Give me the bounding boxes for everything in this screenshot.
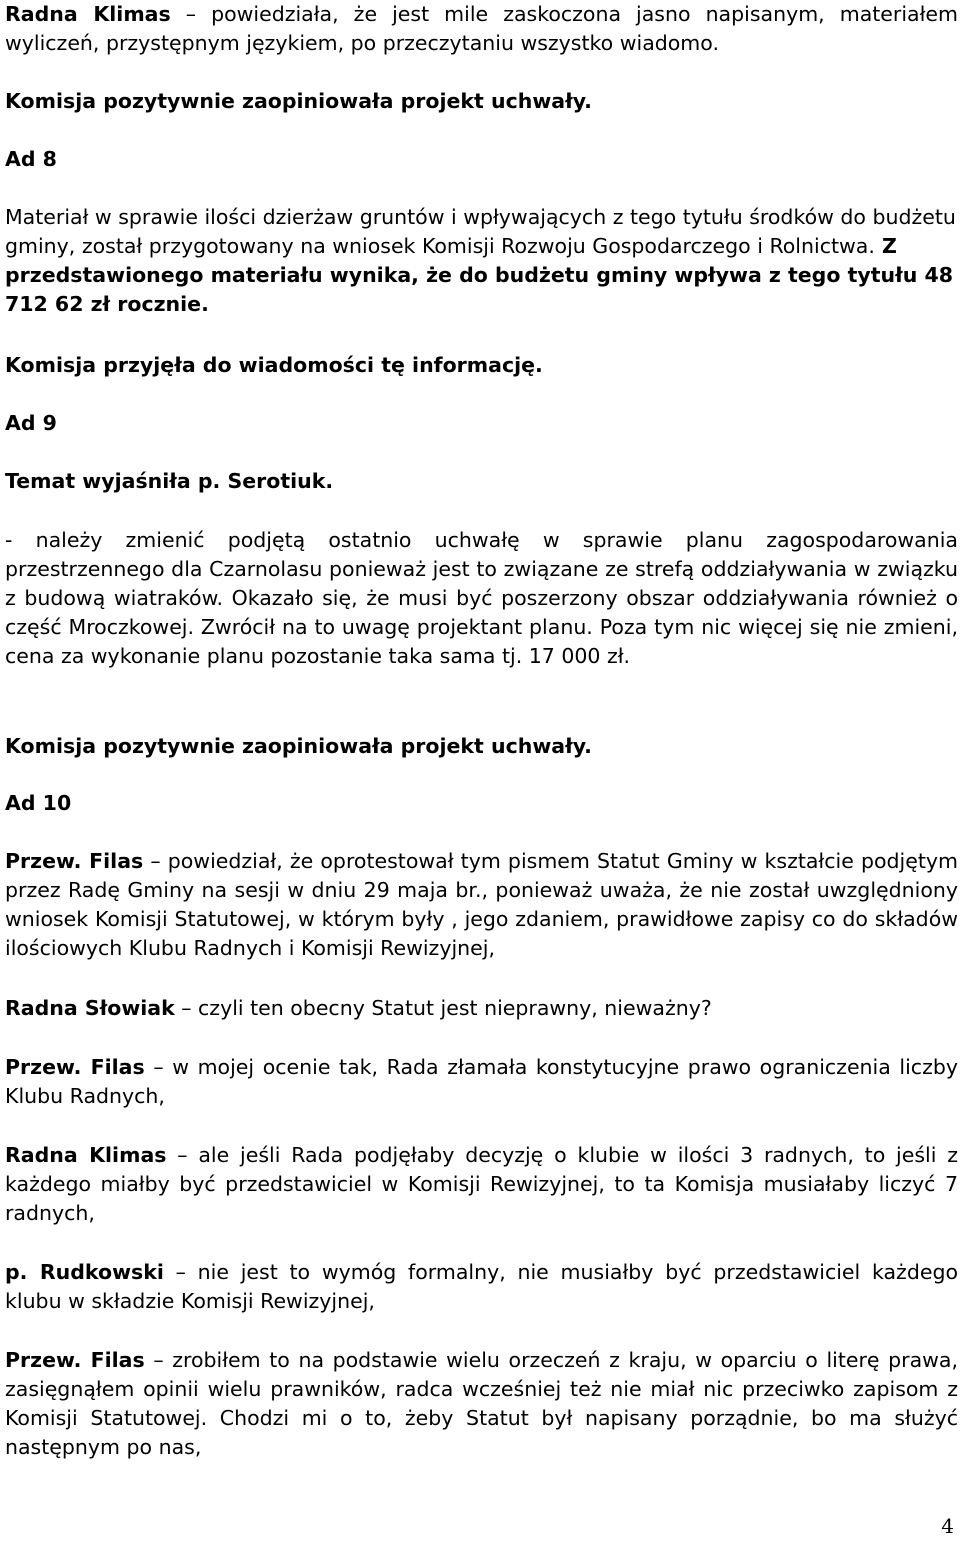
commission-information: Komisja przyjęła do wiadomości tę informację. — [5, 353, 543, 377]
speaker-name: Radna Klimas — [5, 1143, 167, 1167]
paragraph-filas-2 — [5, 1053, 958, 1111]
paragraph-ad-9-body: - należy zmienić podjętą ostatnio uchwałę w sprawie planu zagospodarowania przestrzennego dla Czarnolasu ponieważ jest to związane ze strefą oddziaływania w związku z budową wiatraków. Okazało się, że musi być poszerzony obszar oddziaływania również o część Mroczkowej. Zwrócił na to uwagę projektant planu. Poza tym nic więcej się nie zmieni, cena za wykonanie planu pozostanie taka sama tj. 17 000 zł. — [5, 528, 958, 668]
paragraph-klimas-intro — [5, 0, 958, 58]
paragraph-text: – nie jest to wymóg formalny, nie musiałby być przedstawiciel każdego klubu w składzie Komisji Rewizyjnej, — [5, 1260, 958, 1313]
speaker-name: Przew. Filas — [5, 849, 144, 873]
commission-opinion-1: Komisja pozytywnie zaopiniowała projekt uchwały. — [5, 89, 592, 113]
paragraph-text: – czyli ten obecny Statut jest nieprawny, nieważny? — [174, 996, 712, 1020]
heading-ad-8: Ad 8 — [5, 147, 57, 171]
speaker-name: p. Rudkowski — [5, 1260, 164, 1284]
heading-ad-10: Ad 10 — [5, 791, 72, 815]
paragraph-text: – zrobiłem to na podstawie wielu orzeczeń z kraju, w oparciu o literę prawa, zasięgnąłem opinii wielu prawników, radca wcześniej też nie miał nic przeciwko zapisom z Komisji Statutowej. Chodzi mi o to, żeby Statut był napisany porządnie, bo ma służyć następnym po nas, — [5, 1348, 959, 1459]
speaker-name: Przew. Filas — [5, 1348, 145, 1372]
paragraph-ad-8 — [5, 203, 958, 319]
speaker-name: Radna Klimas — [5, 2, 171, 26]
paragraph-filas-1 — [5, 847, 958, 963]
commission-opinion-2: Komisja pozytywnie zaopiniowała projekt uchwały. — [5, 734, 592, 758]
paragraph-slowiak — [5, 994, 958, 1023]
paragraph-text-bold: Z przedstawionego materiału wynika, że do budżetu gminy wpływa z tego tytułu 48 712 62 zł rocznie. — [5, 234, 954, 316]
page-number: 4 — [941, 1514, 954, 1538]
paragraph-text: – ale jeśli Rada podjęłaby decyzję o klubie w ilości 3 radnych, to jeśli z każdego miałby być przedstawiciel w Komisji Rewizyjnej, to ta Komisja musiałaby liczyć 7 radnych, — [5, 1143, 958, 1225]
paragraph-text: Temat wyjaśniła — [5, 469, 198, 493]
person-name: p. Serotiuk. — [197, 469, 334, 493]
paragraph-klimas-2 — [5, 1141, 958, 1228]
paragraph-text: – powiedział, że oprotestował tym pismem Statut Gminy w kształcie podjętym przez Radę Gminy na sesji w dniu 29 maja br., ponieważ uważa, że nie został uwzględniony wniosek Komisji Statutowej, w którym były , jego zdaniem, prawidłowe zapisy co do składów ilościowych Klubu Radnych i Komisji Rewizyjnej, — [5, 849, 958, 960]
heading-ad-9: Ad 9 — [5, 411, 57, 435]
paragraph-rudkowski — [5, 1258, 958, 1316]
paragraph-text: Materiał w sprawie ilości dzierżaw gruntów i wpływających z tego tytułu środków do budżetu gminy, został przygotowany na wniosek Komisji Rozwoju Gospodarczego i Rolnictwa. — [5, 205, 956, 258]
speaker-name: Przew. Filas — [5, 1055, 145, 1079]
paragraph-text: – powiedziała, że jest mile zaskoczona jasno napisanym, materiałem wyliczeń, przystępnym językiem, po przeczytaniu wszystko wiadomo. — [5, 2, 959, 55]
speaker-name: Radna Słowiak — [5, 996, 175, 1020]
paragraph-ad-9-intro — [5, 467, 958, 496]
paragraph-filas-3 — [5, 1346, 958, 1462]
paragraph-text: – w mojej ocenie tak, Rada złamała konstytucyjne prawo ograniczenia liczby Klubu Radnych, — [5, 1055, 958, 1108]
